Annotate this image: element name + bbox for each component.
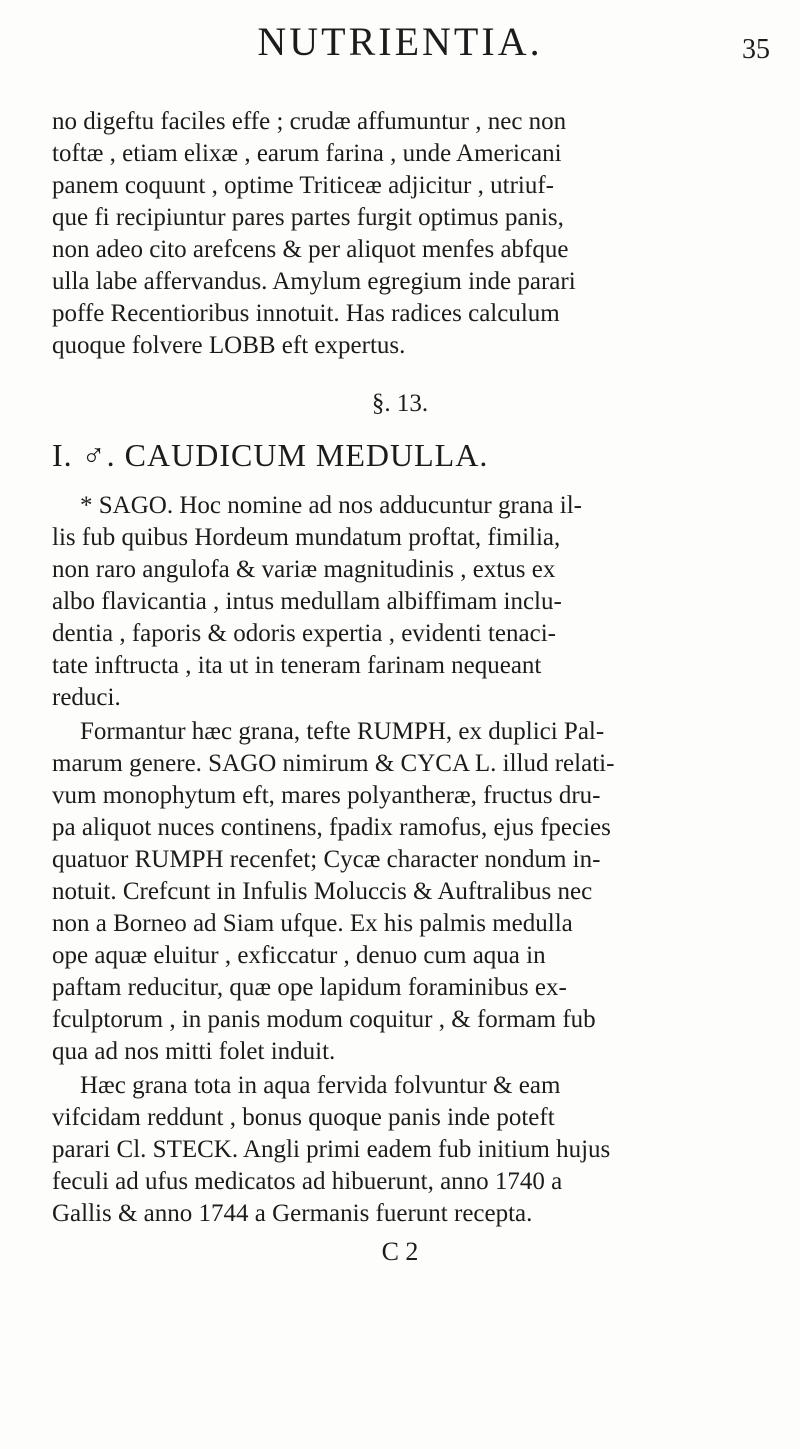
text-line: quoque folvere LOBB eft expertus. xyxy=(52,332,406,359)
text-line: notuit. Crefcunt in Infulis Moluccis & Auftralibus nec xyxy=(52,878,593,905)
printer-signature: C 2 xyxy=(381,1237,419,1266)
text-line: Formantur hæc grana, tefte RUMPH, ex duplici Pal- xyxy=(80,718,605,745)
text-line: albo flavicantia , intus medullam albiffimam inclu- xyxy=(52,588,562,615)
text-line: que fi recipiuntur pares partes furgit optimus panis, xyxy=(52,204,564,231)
text-line: quatuor RUMPH recenfet; Cycæ character nondum in- xyxy=(52,846,601,873)
text-line: dentia , faporis & odoris expertia , evidenti tenaci- xyxy=(52,620,556,647)
text-line: Gallis & anno 1744 a Germanis fuerunt recepta. xyxy=(52,1200,533,1227)
text-line: panem coquunt , optime Triticeæ adjicitur , utriuf- xyxy=(52,172,555,199)
text-line: qua ad nos mitti folet induit. xyxy=(52,1038,336,1065)
text-line: fculptorum , in panis modum coquitur , & formam fub xyxy=(52,1006,596,1033)
text-line: paftam reducitur, quæ ope lapidum foraminibus ex- xyxy=(52,974,567,1001)
text-line: pa aliquot nuces continens, fpadix ramofus, ejus fpecies xyxy=(52,814,611,841)
text-line: no digeftu faciles effe ; crudæ affumuntur , nec non xyxy=(52,108,567,135)
text-line: marum genere. SAGO nimirum & CYCA L. illud relati- xyxy=(52,750,615,777)
text-line: feculi ad ufus medicatos ad hibuerunt, anno 1740 a xyxy=(52,1168,563,1195)
text-line: parari Cl. STECK. Angli primi eadem fub initium hujus xyxy=(52,1136,611,1163)
text-line: non adeo cito arefcens & per aliquot menfes abfque xyxy=(52,236,569,263)
text-line: non a Borneo ad Siam ufque. Ex his palmis medulla xyxy=(52,910,573,937)
text-line: vum monophytum eft, mares polyantheræ, fructus dru- xyxy=(52,782,601,809)
text-line: * SAGO. Hoc nomine ad nos adducuntur grana il- xyxy=(80,492,582,519)
running-head xyxy=(0,19,800,65)
running-title: NUTRIENTIA. xyxy=(257,19,543,64)
text-line: toftæ , etiam elixæ , earum farina , unde Americani xyxy=(52,140,562,167)
text-line: vifcidam reddunt , bonus quoque panis inde poteft xyxy=(52,1104,555,1131)
text-line: Hæc grana tota in aqua fervida folvuntur & eam xyxy=(80,1072,561,1099)
section-number: §. 13. xyxy=(371,390,429,417)
page-number: 35 xyxy=(742,34,770,65)
text-line: reduci. xyxy=(52,684,121,711)
text-line: non raro angulofa & variæ magnitudinis , extus ex xyxy=(52,556,556,583)
text-line: poffe Recentioribus innotuit. Has radices calculum xyxy=(52,300,560,327)
text-line: ulla labe affervandus. Amylum egregium inde parari xyxy=(52,268,576,295)
text-line: lis fub quibus Hordeum mundatum proftat, fimilia, xyxy=(52,524,561,551)
text-line: tate inftructa , ita ut in teneram farinam nequeant xyxy=(52,652,542,679)
text-line: ope aquæ eluitur , exficcatur , denuo cum aqua in xyxy=(52,942,546,969)
section-heading: I. ♂. CAUDICUM MEDULLA. xyxy=(52,437,489,473)
